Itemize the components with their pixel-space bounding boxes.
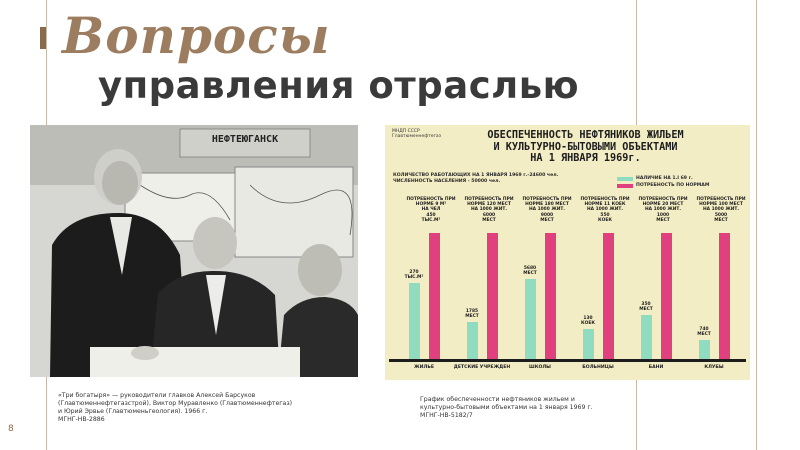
housing-chart-poster: [385, 125, 750, 380]
title-accent-bar: [40, 27, 46, 49]
photo-caption-line: «Три богатыря» — руководители главков Алексей Барсуков: [58, 392, 256, 399]
bar-available-2: [525, 279, 536, 359]
available-value-label: 740 МЕСТ: [697, 327, 711, 338]
chart-title-line: И КУЛЬТУРНО-БЫТОВЫМИ ОБЪЕКТАМИ: [493, 141, 678, 153]
bar-available-1: [467, 322, 478, 359]
photo-caption-line: и Юрий Эрвье (Главтюменьгеология). 1966 г.: [58, 408, 208, 415]
historical-photo: [30, 125, 358, 377]
poster-header-line: Главтюменнефтегаз: [392, 134, 442, 139]
chart-caption-line: МГНГ-НВ-5182/7: [420, 412, 473, 419]
chart-title-line: ОБЕСПЕЧЕННОСТЬ НЕФТЯНИКОВ ЖИЛЬЕМ: [487, 130, 684, 141]
page-subtitle: управления отраслью: [98, 64, 580, 107]
bar-norm-0: [429, 233, 440, 359]
category-label: БАНИ: [648, 365, 664, 370]
norm-requirement-label: ПОТРЕБНОСТЬ ПРИ НОРМЕ 20 МЕСТ НА 1000 ЖИТ. 1000 МЕСТ: [638, 197, 688, 223]
norm-requirement-label: ПОТРЕБНОСТЬ ПРИ НОРМЕ 120 МЕСТ НА 1000 ЖИТ. 6000 МЕСТ: [464, 197, 514, 223]
available-value-label: 1785 МЕСТ: [465, 309, 479, 320]
chart-baseline: [389, 359, 746, 362]
far-right-divider-line: [756, 0, 757, 450]
legend-label-norm: ПОТРЕБНОСТЬ ПО НОРМАМ: [636, 183, 710, 188]
bar-norm-5: [719, 233, 730, 359]
chart-caption-line: График обеспеченности нефтяников жильем и: [420, 396, 575, 403]
available-value-label: 350 МЕСТ: [639, 302, 653, 313]
bar-norm-2: [545, 233, 556, 359]
category-label: ШКОЛЫ: [529, 365, 551, 370]
chart-meta-line: ЧИСЛЕННОСТЬ НАСЕЛЕНИЯ - 50000 чел.: [393, 179, 501, 184]
chart-title-line: НА 1 ЯНВАРЯ 1969г.: [530, 153, 641, 164]
chart-meta-line: КОЛИЧЕСТВО РАБОТАЮЩИХ НА 1 ЯНВАРЯ 1969 г.-24600 чел.: [393, 173, 559, 178]
bar-norm-3: [603, 233, 614, 359]
category-label: ДЕТСКИЕ УЧРЕЖДЕН: [453, 365, 511, 370]
chart-caption: [420, 396, 593, 420]
bar-available-4: [641, 315, 652, 359]
available-value-label: 270 ТЫС.М²: [404, 270, 424, 281]
category-label: КЛУБЫ: [704, 365, 724, 370]
bar-available-3: [583, 329, 594, 359]
photo-caption-line: (Главтюменнефтегазстрой), Виктор Муравленко (Главтюменнефтегаз): [58, 400, 293, 407]
norm-requirement-label: ПОТРЕБНОСТЬ ПРИ НОРМЕ 11 КОЕК НА 1000 ЖИТ. 550 КОЕК: [580, 197, 630, 223]
poster-header-line: МНДП СССР: [392, 129, 420, 134]
norm-requirement-label: ПОТРЕБНОСТЬ ПРИ НОРМЕ 9 М² НА ЧЕЛ 450 ТЫС.М²: [406, 197, 456, 223]
available-value-label: 5680 МЕСТ: [523, 266, 537, 277]
available-value-label: 130 КОЕК: [581, 316, 595, 327]
photo-sign-text: НЕФТЕЮГАНСК: [211, 134, 279, 145]
bar-available-5: [699, 340, 710, 359]
chart-plot-area: [385, 125, 750, 380]
legend-label-available: НАЛИЧИЕ НА 1.I 69 г.: [636, 176, 693, 181]
norm-requirement-label: ПОТРЕБНОСТЬ ПРИ НОРМЕ 180 МЕСТ НА 1000 ЖИТ. 9000 МЕСТ: [522, 197, 572, 223]
category-label: БОЛЬНИЦЫ: [582, 365, 614, 370]
chart-caption-line: культурно-бытовыми объектами на 1 января 1969 г.: [420, 404, 593, 411]
norm-requirement-label: ПОТРЕБНОСТЬ ПРИ НОРМЕ 100 МЕСТ НА 1000 ЖИТ. 5000 МЕСТ: [696, 197, 746, 223]
category-label: ЖИЛЬЕ: [414, 365, 434, 370]
photo-caption-line: МГНГ-НВ-2886: [58, 416, 105, 423]
page-number: 8: [8, 424, 14, 434]
bar-norm-4: [661, 233, 672, 359]
bar-available-0: [409, 283, 420, 359]
photo-caption: [58, 392, 292, 424]
page-title: Вопросы: [62, 6, 331, 65]
bar-norm-1: [487, 233, 498, 359]
